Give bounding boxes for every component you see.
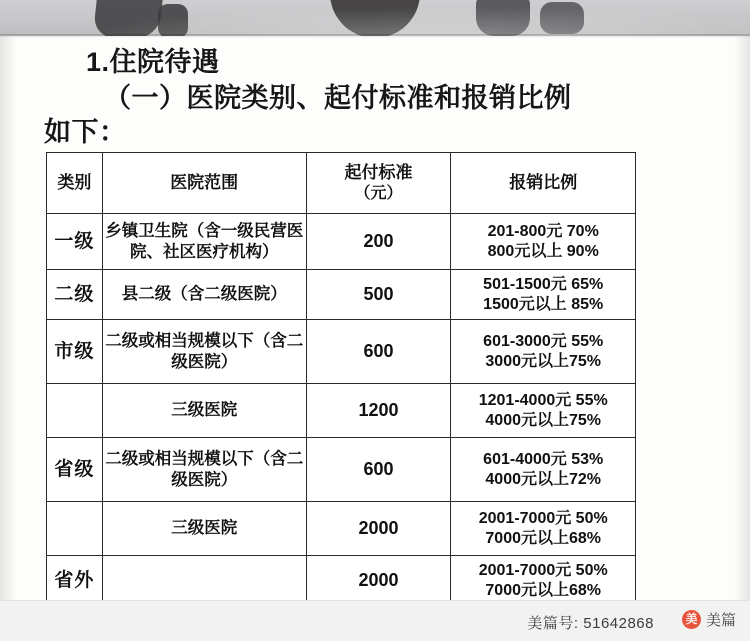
cell-threshold: 600 [306, 438, 451, 502]
ratio-line-2: 800元以上 90% [487, 242, 599, 260]
ratio-line-1: 2001-7000元 50% [478, 509, 608, 527]
cell-scope: 乡镇卫生院（含一级民营医院、社区医疗机构） [102, 214, 306, 270]
page-edge-left [0, 36, 16, 600]
cell-scope: 二级或相当规模以下（含二级医院） [102, 438, 306, 502]
cell-threshold: 1200 [306, 384, 451, 438]
table-row [47, 320, 636, 384]
ratio-line-1: 2001-7000元 50% [478, 561, 608, 579]
ratio-line-1: 201-800元 70% [487, 222, 599, 240]
cell-ratio [451, 502, 636, 556]
cell-category: 一级 [47, 214, 103, 270]
meipian-id-label: 美篇号: 51642868 [527, 615, 654, 632]
cell-ratio [451, 320, 636, 384]
ratio-line-2: 4000元以上72% [485, 470, 602, 488]
table-header-row [47, 153, 636, 214]
ratio-line-1: 1201-4000元 55% [478, 391, 608, 409]
table-row [47, 270, 636, 320]
ratio-line-2: 1500元以上 85% [483, 295, 604, 313]
table-row [47, 502, 636, 556]
cell-scope: 二级或相当规模以下（含二级医院） [102, 320, 306, 384]
table-row [47, 384, 636, 438]
heading-subsection: （一）医院类别、起付标准和报销比例 [104, 83, 572, 113]
column-header-hospital-scope: 医院范围 [102, 153, 306, 214]
cell-ratio [451, 556, 636, 606]
meipian-logo-text: 美篇 [705, 612, 736, 629]
cell-ratio [451, 384, 636, 438]
cell-scope: 县二级（含二级医院） [102, 270, 306, 320]
cell-category: 市级 [47, 320, 103, 384]
cell-threshold: 600 [306, 320, 451, 384]
cell-threshold: 2000 [306, 556, 451, 606]
column-header-threshold-main: 起付标准 [344, 163, 413, 183]
cell-scope: 三级医院 [102, 384, 306, 438]
ratio-line-1: 601-4000元 53% [483, 450, 604, 468]
column-header-threshold [306, 153, 451, 214]
page-edge-right [734, 36, 750, 600]
photo-glow [0, 0, 750, 36]
photo-shadow [0, 34, 750, 38]
ratio-line-1: 601-3000元 55% [483, 332, 604, 350]
ratio-line-2: 7000元以上68% [485, 581, 602, 599]
cell-ratio [451, 438, 636, 502]
meipian-badge-icon: 美 [682, 610, 701, 629]
photo-strip [0, 0, 750, 36]
cell-threshold: 200 [306, 214, 451, 270]
cell-category: 省外 [47, 556, 103, 606]
heading-as-follows: 如下： [44, 117, 127, 147]
cell-ratio [451, 214, 636, 270]
cell-threshold: 2000 [306, 502, 451, 556]
column-header-threshold-unit: （元） [354, 184, 403, 202]
table-row [47, 556, 636, 606]
cell-category [47, 384, 103, 438]
cell-threshold: 500 [306, 270, 451, 320]
rates-table [46, 152, 636, 606]
cell-category: 二级 [47, 270, 103, 320]
rates-table-wrapper [46, 152, 636, 606]
ratio-line-2: 7000元以上68% [485, 529, 602, 547]
cell-category: 省级 [47, 438, 103, 502]
column-header-category: 类别 [47, 153, 103, 214]
cell-ratio [451, 270, 636, 320]
ratio-line-1: 501-1500元 65% [483, 275, 604, 293]
ratio-line-2: 3000元以上75% [485, 352, 602, 370]
meipian-logo[interactable] [682, 609, 736, 630]
table-row [47, 214, 636, 270]
heading-inpatient-benefits: 1.住院待遇 [86, 47, 220, 77]
ratio-line-2: 4000元以上75% [485, 411, 602, 429]
cell-scope [102, 556, 306, 606]
cell-scope: 三级医院 [102, 502, 306, 556]
column-header-reimburse-ratio: 报销比例 [451, 153, 636, 214]
cell-category [47, 502, 103, 556]
table-row [47, 438, 636, 502]
